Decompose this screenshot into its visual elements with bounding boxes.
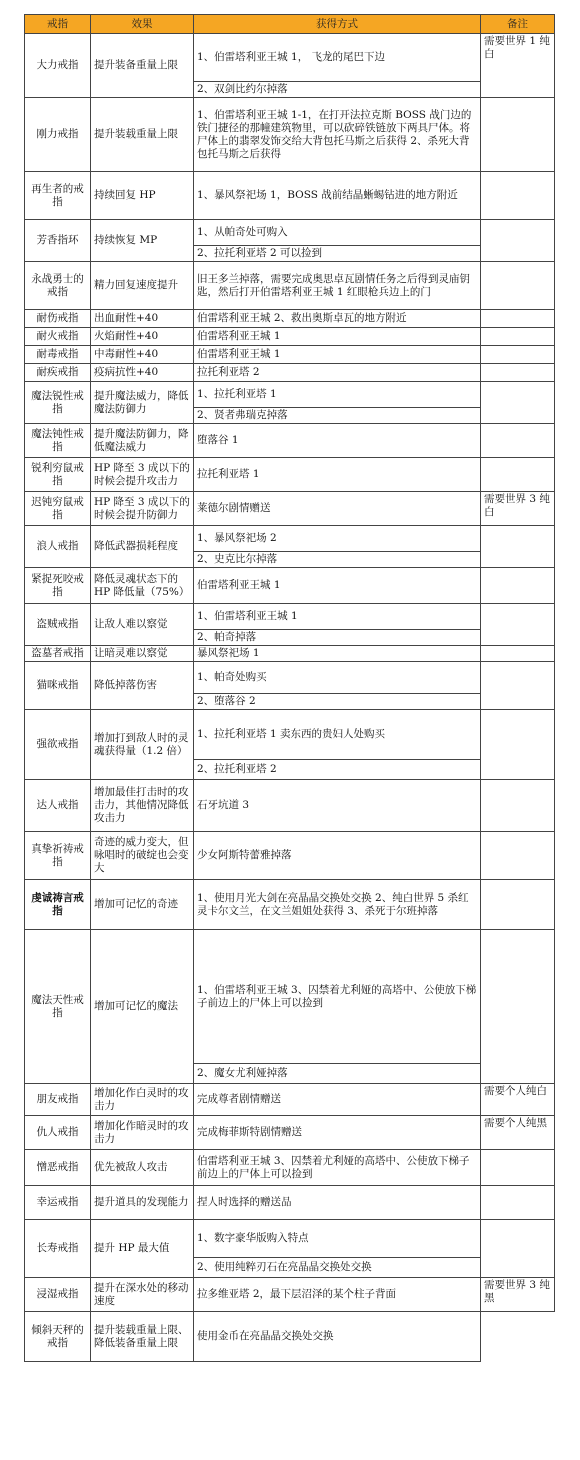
ring-method: 伯雷塔利亚王城 1 (194, 328, 481, 346)
header-note: 备注 (481, 15, 555, 34)
ring-note (481, 568, 555, 604)
ring-method: 1、暴风祭祀场 2 (194, 526, 481, 552)
ring-method: 2、史克比尔掉落 (194, 552, 481, 568)
ring-effect: 精力回复速度提升 (91, 262, 194, 310)
ring-effect: 降低掉落伤害 (91, 662, 194, 710)
ring-note (481, 98, 555, 172)
ring-method: 伯雷塔利亚王城 1 (194, 346, 481, 364)
ring-note (481, 310, 555, 328)
table-row (25, 662, 555, 694)
table-row (25, 880, 555, 930)
ring-name: 耐毒戒指 (25, 346, 91, 364)
ring-name: 倾斜天秤的戒指 (25, 1312, 91, 1362)
ring-note (481, 832, 555, 880)
ring-method: 1、伯雷塔利亚王城 1-1，在打开法拉克斯 BOSS 战门边的铁门捷径的那幢建筑物里，可以砍碎铁链放下两具尸体。将尸体上的翡翠发饰交给大背包托马斯之后获得 2、杀死大背包托马斯之后获得 (194, 98, 481, 172)
ring-name: 浸湿戒指 (25, 1278, 91, 1312)
table-row (25, 604, 555, 630)
ring-note (481, 424, 555, 458)
ring-note: 需要个人纯白 (481, 1084, 555, 1116)
ring-name: 锐利穷鼠戒指 (25, 458, 91, 492)
ring-name: 虔诚祷言戒指 (25, 880, 91, 930)
ring-method: 暴风祭祀场 1 (194, 646, 481, 662)
ring-note (481, 328, 555, 346)
ring-effect: 持续恢复 MP (91, 220, 194, 262)
ring-note: 需要世界 1 纯白 (481, 34, 555, 98)
ring-name: 再生者的戒指 (25, 172, 91, 220)
ring-name: 耐伤戒指 (25, 310, 91, 328)
table-row (25, 710, 555, 760)
table-row (25, 930, 555, 1064)
ring-effect: 提升魔法威力，降低魔法防御力 (91, 382, 194, 424)
ring-method: 1、数字豪华版购入特点 (194, 1220, 481, 1258)
table-row (25, 262, 555, 310)
ring-effect: 让暗灵难以察觉 (91, 646, 194, 662)
table-row (25, 1116, 555, 1150)
table-row (25, 98, 555, 172)
ring-effect: 中毒耐性+40 (91, 346, 194, 364)
ring-note (481, 458, 555, 492)
ring-note (481, 1220, 555, 1278)
ring-effect: 让敌人难以察觉 (91, 604, 194, 646)
ring-method: 拉多维亚塔 2，最下层沼泽的某个柱子背面 (194, 1278, 481, 1312)
header-ring: 戒指 (25, 15, 91, 34)
ring-name: 仇人戒指 (25, 1116, 91, 1150)
ring-method: 捏人时选择的赠送品 (194, 1186, 481, 1220)
table-row (25, 1186, 555, 1220)
ring-name: 耐疾戒指 (25, 364, 91, 382)
ring-name: 猫咪戒指 (25, 662, 91, 710)
ring-method: 拉托利亚塔 1 (194, 458, 481, 492)
ring-method: 伯雷塔利亚王城 3、囚禁着尤利娅的高塔中、公使放下梯子前边上的尸体上可以捡到 (194, 1150, 481, 1186)
ring-note (481, 780, 555, 832)
table-row (25, 1220, 555, 1258)
ring-note (481, 526, 555, 568)
table-row (25, 646, 555, 662)
ring-effect: 提升魔法防御力，降低魔法威力 (91, 424, 194, 458)
ring-note: 需要个人纯黑 (481, 1116, 555, 1150)
ring-effect: 火焰耐性+40 (91, 328, 194, 346)
table-row (25, 1084, 555, 1116)
ring-note (481, 220, 555, 262)
ring-note (481, 646, 555, 662)
table-row (25, 526, 555, 552)
ring-effect: 提升装载重量上限、降低装备重量上限 (91, 1312, 194, 1362)
ring-name: 魔法天性戒指 (25, 930, 91, 1084)
table-row (25, 458, 555, 492)
ring-method: 完成梅菲斯特剧情赠送 (194, 1116, 481, 1150)
ring-method: 1、从帕奇处可购入 (194, 220, 481, 246)
ring-note: 需要世界 3 纯黑 (481, 1278, 555, 1312)
ring-note (481, 930, 555, 1084)
ring-name: 永战勇士的戒指 (25, 262, 91, 310)
ring-method: 1、伯雷塔利亚王城 1 (194, 604, 481, 630)
ring-method: 2、拉托利亚塔 2 (194, 760, 481, 780)
ring-name: 达人戒指 (25, 780, 91, 832)
ring-note (481, 662, 555, 710)
ring-effect: 提升道具的发现能力 (91, 1186, 194, 1220)
table-row (25, 34, 555, 82)
ring-effect: 增加化作白灵时的攻击力 (91, 1084, 194, 1116)
ring-method: 伯雷塔利亚王城 2、救出奥斯卓瓦的地方附近 (194, 310, 481, 328)
ring-name: 强欲戒指 (25, 710, 91, 780)
table-row (25, 1278, 555, 1312)
ring-note (481, 1150, 555, 1186)
table-row (25, 346, 555, 364)
ring-effect: 持续回复 HP (91, 172, 194, 220)
ring-method: 2、使用纯粹刃石在亮晶晶交换处交换 (194, 1258, 481, 1278)
ring-effect: 降低武器损耗程度 (91, 526, 194, 568)
ring-note: 需要世界 3 纯白 (481, 492, 555, 526)
ring-note (481, 262, 555, 310)
ring-method: 石牙坑道 3 (194, 780, 481, 832)
ring-effect: 提升 HP 最大值 (91, 1220, 194, 1278)
table-row (25, 382, 555, 408)
ring-effect: 降低灵魂状态下的 HP 降低量（75%） (91, 568, 194, 604)
ring-note (481, 1186, 555, 1220)
table-row (25, 568, 555, 604)
ring-name: 紧捉死咬戒指 (25, 568, 91, 604)
ring-name: 朋友戒指 (25, 1084, 91, 1116)
ring-name: 魔法钝性戒指 (25, 424, 91, 458)
table-row (25, 1150, 555, 1186)
ring-method: 堕落谷 1 (194, 424, 481, 458)
ring-name: 盗贼戒指 (25, 604, 91, 646)
ring-effect: 提升装载重量上限 (91, 98, 194, 172)
ring-method: 1、伯雷塔利亚王城 3、囚禁着尤利娅的高塔中、公使放下梯子前边上的尸体上可以捡到 (194, 930, 481, 1064)
table-row (25, 310, 555, 328)
ring-name: 憎恶戒指 (25, 1150, 91, 1186)
table-row (25, 328, 555, 346)
ring-method: 莱德尔剧情赠送 (194, 492, 481, 526)
ring-name: 长寿戒指 (25, 1220, 91, 1278)
ring-method: 1、帕奇处购买 (194, 662, 481, 694)
table-row (25, 172, 555, 220)
ring-effect: 增加可记忆的奇迹 (91, 880, 194, 930)
ring-effect: 出血耐性+40 (91, 310, 194, 328)
table-row (25, 492, 555, 526)
ring-note (481, 382, 555, 424)
ring-note (481, 1312, 555, 1362)
ring-method: 旧王多兰掉落，需要完成奥思卓瓦剧情任务之后得到灵庙钥匙，然后打开伯雷塔利亚王城 1 红眼枪兵边上的门 (194, 262, 481, 310)
ring-method: 伯雷塔利亚王城 1 (194, 568, 481, 604)
table-row (25, 364, 555, 382)
ring-name: 芳香指环 (25, 220, 91, 262)
header-method: 获得方式 (194, 15, 481, 34)
ring-name: 浪人戒指 (25, 526, 91, 568)
header-row (25, 15, 555, 34)
ring-effect: 增加最佳打击时的攻击力，其他情况降低攻击力 (91, 780, 194, 832)
table-row (25, 424, 555, 458)
ring-method: 2、魔女尤利娅掉落 (194, 1064, 481, 1084)
ring-method: 2、帕奇掉落 (194, 630, 481, 646)
ring-method: 少女阿斯特蕾雅掉落 (194, 832, 481, 880)
ring-effect: HP 降至 3 成以下的时候会提升攻击力 (91, 458, 194, 492)
ring-method: 1、使用月光大剑在亮晶晶交换处交换 2、纯白世界 5 杀红灵卡尔文兰，在文兰姐姐处获得 3、杀死于尔班掉落 (194, 880, 481, 930)
ring-table-wrapper (24, 14, 554, 1362)
ring-name: 盗墓者戒指 (25, 646, 91, 662)
ring-method: 2、贤者弗瑞克掉落 (194, 408, 481, 424)
ring-effect: 奇迹的威力变大，但咏唱时的破绽也会变大 (91, 832, 194, 880)
header-effect: 效果 (91, 15, 194, 34)
ring-method: 完成尊者剧情赠送 (194, 1084, 481, 1116)
ring-effect: 提升装备重量上限 (91, 34, 194, 98)
ring-method: 2、堕落谷 2 (194, 694, 481, 710)
ring-table-body (25, 34, 555, 1362)
ring-name: 迟钝穷鼠戒指 (25, 492, 91, 526)
ring-name: 幸运戒指 (25, 1186, 91, 1220)
ring-method: 1、拉托利亚塔 1 卖东西的贵妇人处购买 (194, 710, 481, 760)
ring-table (24, 14, 555, 1362)
ring-note (481, 346, 555, 364)
ring-effect: 疫病抗性+40 (91, 364, 194, 382)
table-row (25, 1312, 555, 1362)
ring-note (481, 172, 555, 220)
ring-name: 大力戒指 (25, 34, 91, 98)
ring-method: 拉托利亚塔 2 (194, 364, 481, 382)
ring-method: 2、拉托利亚塔 2 可以捡到 (194, 246, 481, 262)
ring-name: 刚力戒指 (25, 98, 91, 172)
ring-note (481, 604, 555, 646)
ring-effect: 增加化作暗灵时的攻击力 (91, 1116, 194, 1150)
table-row (25, 780, 555, 832)
table-row (25, 220, 555, 246)
ring-effect: HP 降至 3 成以下的时候会提升防御力 (91, 492, 194, 526)
ring-method: 2、双剑比约尔掉落 (194, 82, 481, 98)
ring-note (481, 364, 555, 382)
ring-method: 1、伯雷塔利亚王城 1， 飞龙的尾巴下边 (194, 34, 481, 82)
ring-method: 1、暴风祭祀场 1，BOSS 战前结晶蜥蜴钻进的地方附近 (194, 172, 481, 220)
ring-note (481, 880, 555, 930)
ring-method: 使用金币在亮晶晶交换处交换 (194, 1312, 481, 1362)
ring-name: 魔法锐性戒指 (25, 382, 91, 424)
table-row (25, 832, 555, 880)
ring-effect: 优先被敌人攻击 (91, 1150, 194, 1186)
ring-note (481, 710, 555, 780)
ring-name: 真挚祈祷戒指 (25, 832, 91, 880)
ring-effect: 增加打到敌人时的灵魂获得量（1.2 倍） (91, 710, 194, 780)
ring-method: 1、拉托利亚塔 1 (194, 382, 481, 408)
ring-name: 耐火戒指 (25, 328, 91, 346)
ring-effect: 提升在深水处的移动速度 (91, 1278, 194, 1312)
ring-effect: 增加可记忆的魔法 (91, 930, 194, 1084)
